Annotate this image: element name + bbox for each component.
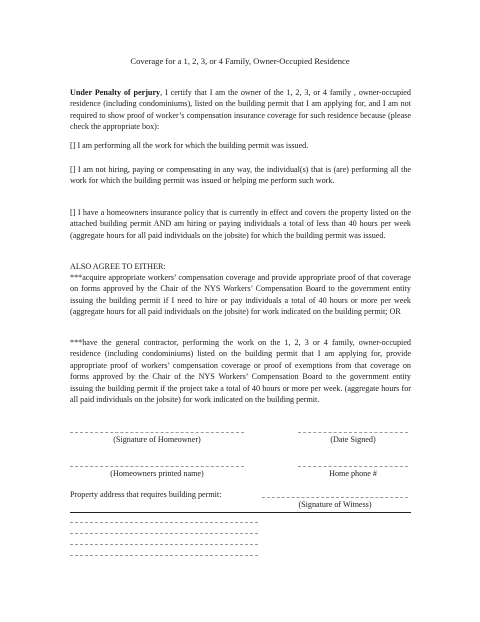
option-performing-work[interactable]: [] I am performing all the work for which the building permit was issued. bbox=[70, 141, 309, 150]
agree-option-acquire-coverage: ***acquire appropriate workers’ compensation coverage and provide appropriate proof of that coverage on forms approved by the Chair of the NYS Workers’ Compensation Board to the government entity issuing the building permit if I need to hire or pay individuals a total of 40 hours or more per week (aggregate hours for all paid individuals on the jobsite) for work indicated on the building permit; OR bbox=[70, 273, 411, 317]
home-phone-caption: Home phone # bbox=[329, 469, 377, 478]
certification-text: , I certify that I am the owner of the 1, 2, 3, or 4 family , owner-occupied residence (including condominiums), listed on the building permit that I am applying for, and I am not required to show proof of worker’s compensation insurance coverage for such residence because (please check the appropriate box): bbox=[70, 88, 411, 132]
printed-name-line[interactable] bbox=[70, 466, 244, 467]
witness-signature-caption: (Signature of Witness) bbox=[298, 500, 372, 509]
address-line-3[interactable] bbox=[70, 544, 258, 545]
property-address-label: Property address that requires building permit: bbox=[70, 490, 222, 499]
divider-rule bbox=[70, 512, 411, 513]
home-phone-line[interactable] bbox=[298, 466, 408, 467]
address-line-2[interactable] bbox=[70, 533, 258, 534]
address-line-1[interactable] bbox=[70, 522, 258, 523]
document-title: Coverage for a 1, 2, 3, or 4 Family, Owner-Occupied Residence bbox=[130, 56, 350, 66]
agree-option-general-contractor: ***have the general contractor, performing the work on the 1, 2, 3 or 4 family, owner-occupied residence (including condominiums) listed on the building permit that I am applying for, provide appropriate proof of workers’ compensation coverage or proof of exemptions from that coverage on forms approved by the Chair of the NYS Workers’ Compensation Board to the government entity issuing the building permit if the project take a total of 40 hours or more per week. (aggregate hours for all paid individuals on the jobsite) for work indicated on the building permit. bbox=[70, 338, 411, 405]
perjury-lead: Under Penalty of perjury bbox=[70, 88, 161, 97]
address-line-4[interactable] bbox=[70, 555, 258, 556]
agree-heading: ALSO AGREE TO EITHER: bbox=[70, 262, 166, 271]
homeowner-signature-caption: (Signature of Homeowner) bbox=[113, 435, 201, 444]
homeowner-signature-line[interactable] bbox=[70, 432, 244, 433]
date-signed-caption: (Date Signed) bbox=[330, 435, 376, 444]
certification-paragraph bbox=[70, 87, 411, 133]
printed-name-caption: (Homeowners printed name) bbox=[110, 469, 204, 478]
date-signed-line[interactable] bbox=[298, 432, 408, 433]
option-not-hiring[interactable]: [] I am not hiring, paying or compensating in any way, the individual(s) that is (are) performing all the work for which the building permit was issued or helping me perform such work. bbox=[70, 165, 411, 186]
witness-signature-line[interactable] bbox=[262, 497, 408, 498]
option-homeowners-insurance[interactable]: [] I have a homeowners insurance policy that is currently in effect and covers the property listed on the attached building permit AND am hiring or paying individuals a total of less than 40 hours per week (aggregate hours for all paid individuals on the jobsite) for which the building permit was issued. bbox=[70, 208, 411, 240]
